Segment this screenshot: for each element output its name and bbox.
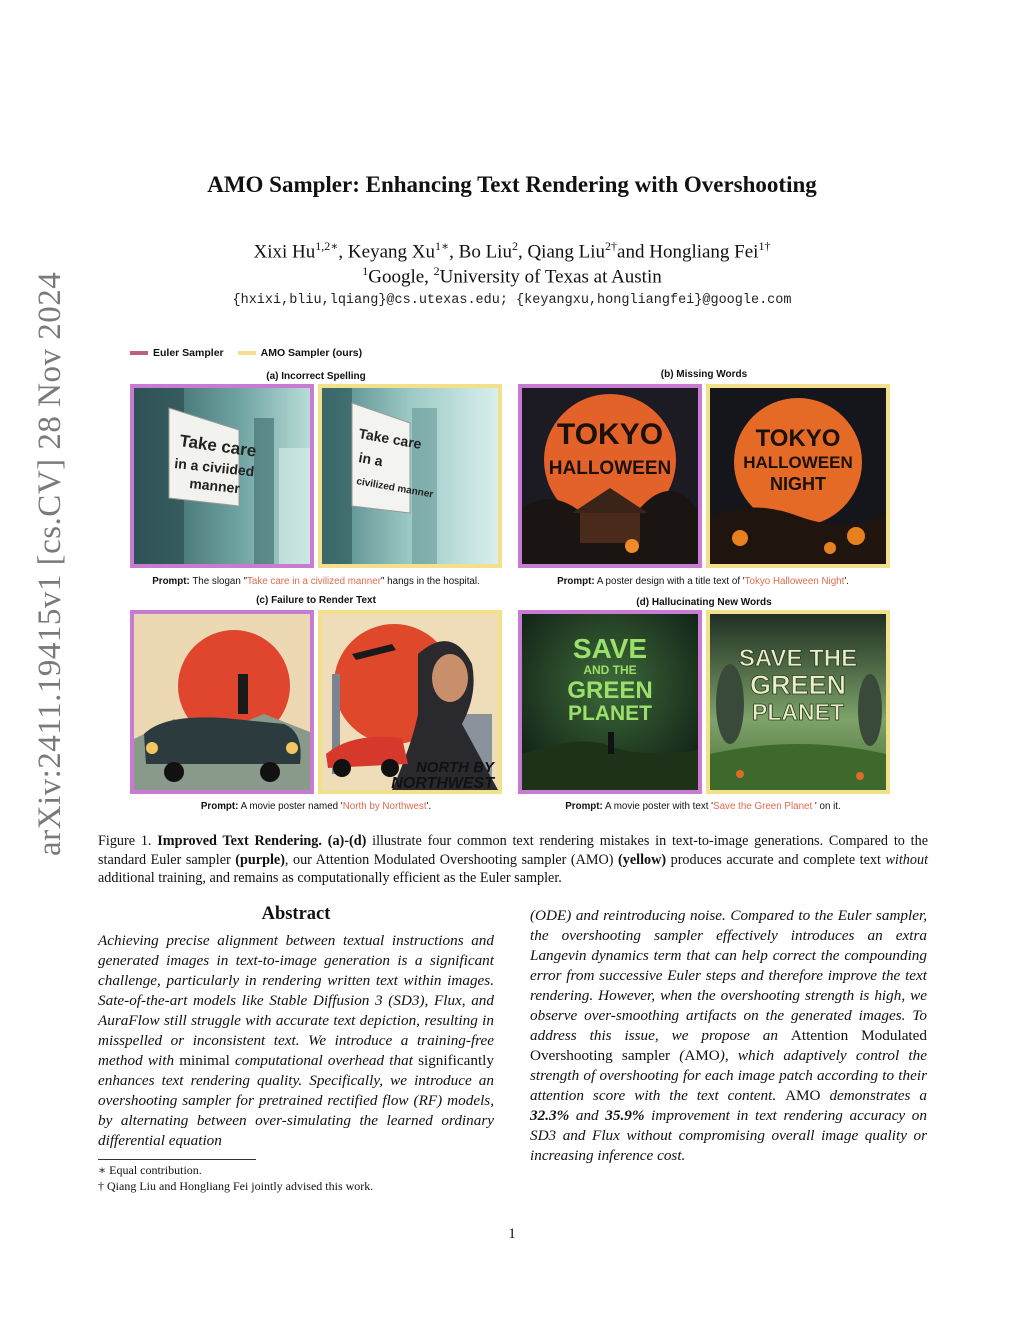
- abstract-right-column: [530, 906, 927, 1166]
- caption-emphasis: without: [885, 851, 929, 868]
- author-name: Hongliang Fei: [649, 241, 759, 263]
- legend-swatch: [130, 351, 148, 355]
- prompt-text: '.: [844, 576, 849, 587]
- abstract-heading: Abstract: [261, 904, 331, 924]
- poster-title-text: GREEN: [567, 677, 653, 704]
- caption-label: Figure 1.: [98, 833, 152, 849]
- author-emails: {hxixi,bliu,lqiang}@cs.utexas.edu; {keyangxu,hongliangfei}@google.com: [232, 293, 792, 308]
- affiliation-name: Google: [368, 266, 425, 288]
- poster-title-text: NORTH BY: [415, 759, 494, 776]
- abstract-upright: minimal: [179, 1052, 230, 1069]
- sign-text: civilized manner: [355, 476, 435, 501]
- poster-title-text: SAVE: [572, 633, 648, 664]
- figure-caption: [98, 832, 928, 888]
- sign-text: in a: [357, 449, 385, 470]
- legend-label: AMO Sampler (ours): [260, 347, 363, 359]
- prompt-text: A movie poster named ': [240, 801, 343, 812]
- sign-text: in a civiided: [173, 455, 256, 480]
- abstract-text: ), which adaptively control the strength of overshooting for each image patch according to their attention score with the text content.: [530, 1047, 927, 1104]
- abstract-left-column: [98, 931, 494, 1151]
- panel-c-euler-image: [130, 610, 314, 794]
- movie-poster-image: [134, 614, 310, 790]
- prompt-label: Prompt:: [565, 801, 603, 812]
- author-name: Keyang Xu: [347, 241, 435, 263]
- abstract-text: demonstrates a: [820, 1087, 927, 1104]
- sign-text: Take care: [178, 431, 258, 461]
- prompt-text: A movie poster with text ': [605, 801, 714, 812]
- poster-title-text: NIGHT: [770, 474, 826, 494]
- footnote-mark: ∗: [98, 1163, 107, 1177]
- abstract-upright: AMO: [785, 1087, 821, 1104]
- caption-text: , our Attention Modulated Overshooting sampler (AMO): [284, 851, 619, 868]
- prompt-a: [116, 576, 516, 587]
- poster-title-text: HALLOWEEN: [743, 453, 853, 472]
- affiliation-mark: 2: [433, 264, 440, 278]
- abstract-text: improvement in text rendering accuracy on SD3 and Flux without compromising overall image quality or increasing inference cost.: [530, 1107, 927, 1164]
- caption-text: illustrate four common text rendering mistakes in text-to-image generations. Compared to the standard Euler sampler: [98, 833, 928, 868]
- caption-purple: (purple): [235, 851, 285, 868]
- panel-d-amo-image: [706, 610, 890, 794]
- separator: ,: [517, 241, 528, 263]
- poster-title-text: AND THE: [583, 663, 637, 677]
- footnote-text: Qiang Liu and Hongliang Fei jointly advised this work.: [107, 1179, 374, 1193]
- panel-a-euler-image: [130, 384, 314, 568]
- footnote-advised: [98, 1179, 373, 1194]
- prompt-text: ' on it.: [812, 801, 841, 812]
- green-planet-poster-image: [522, 614, 698, 790]
- separator: and: [617, 241, 650, 263]
- poster-title-text: HALLOWEEN: [548, 458, 672, 479]
- author-mark: 2†: [605, 239, 618, 253]
- caption-text: additional training, and remains as computationally efficient as the Euler sampler.: [98, 870, 562, 886]
- prompt-highlight: Take care in a civilized manner: [247, 576, 381, 587]
- prompt-label: Prompt:: [557, 576, 595, 587]
- panel-title-b: (b) Missing Words: [660, 369, 748, 380]
- prompt-b: [503, 576, 903, 587]
- poster-title-text: NORTHWEST: [391, 775, 494, 790]
- affiliation-mark: 1: [362, 264, 369, 278]
- prompt-text: '.: [426, 801, 432, 812]
- poster-title-text: TOKYO: [755, 425, 841, 452]
- author-mark: 1∗: [434, 239, 450, 253]
- caption-ref: (a)-(d): [327, 833, 367, 849]
- prompt-highlight: North by Northwest: [342, 801, 427, 812]
- panel-title-c: (c) Failure to Render Text: [256, 595, 376, 606]
- affiliations: $^1$Google, $^2$University of Texas at Austin: [362, 264, 662, 288]
- prompt-highlight: Save the Green Planet: [713, 801, 813, 812]
- author-name: Xixi Hu: [253, 241, 316, 263]
- prompt-d: [503, 801, 903, 812]
- separator: ,: [338, 241, 348, 263]
- panel-title-d: (d) Hallucinating New Words: [636, 597, 772, 608]
- prompt-label: Prompt:: [200, 801, 239, 812]
- panel-d-euler-image: [518, 610, 702, 794]
- panel-c-amo-image: [318, 610, 502, 794]
- poster-title-text: GREEN: [749, 670, 847, 700]
- prompt-text: A poster design with a title text of ': [596, 576, 745, 587]
- panel-a-amo-image: [318, 384, 502, 568]
- legend-entry-euler: [130, 347, 224, 359]
- abstract-upright: significantly: [418, 1052, 495, 1069]
- prompt-text: " hangs in the hospital.: [380, 576, 480, 587]
- affiliation-name: University of Texas at Austin: [439, 266, 662, 288]
- legend-label: Euler Sampler: [153, 347, 224, 359]
- panel-title-a: (a) Incorrect Spelling: [266, 371, 366, 382]
- paper-title: AMO Sampler: Enhancing Text Rendering with Overshooting: [207, 172, 817, 197]
- abstract-text: and: [569, 1107, 606, 1124]
- poster-title-text: TOKYO: [556, 418, 664, 451]
- abstract-text: Achieving precise alignment between textual instructions and generated images in text-to-image generation is a significant challenge, particularly in rendering written text within images. Sate-of-the-art models like Stable Diffusion 3 (SD3), Flux, and AuraFlow still struggle with accurate text depiction, resulting in misspelled or inconsistent text. We introduce a training-free method with: [98, 932, 494, 1069]
- arxiv-stamp: arXiv:2411.19415v1 [cs.CV] 28 Nov 2024: [32, 271, 68, 856]
- abstract-value: 32.3%: [530, 1107, 570, 1124]
- caption-text: produces accurate and complete text: [666, 851, 886, 868]
- footnote-text: Equal contribution.: [109, 1163, 202, 1177]
- sign-text: manner: [188, 475, 241, 497]
- author-mark: 1†: [758, 239, 771, 253]
- legend-swatch: [238, 351, 256, 355]
- abstract-text: enhances text rendering quality. Specifically, we introduce an overshooting sampler for pretrained rectified flow (RF) models, by alternating between over-simulating the learned ordinary differential equation: [98, 1072, 494, 1149]
- sign-text: Take care: [357, 425, 423, 452]
- panel-b-amo-image: [706, 384, 890, 568]
- abstract-text: (: [670, 1047, 685, 1064]
- panel-b-euler-image: [518, 384, 702, 568]
- halloween-poster-image: [522, 388, 698, 564]
- abstract-text: (ODE) and reintroducing noise. Compared to the Euler sampler, the overshooting sampler effectively introduces an extra Langevin dynamics term that can help correct the compounding error from successive Euler steps and therefore improve the text rendering. However, when the overshooting strength is high, we observe over-smoothing artifacts on the generated images. To address this issue, we propose an: [530, 907, 927, 1044]
- prompt-label: Prompt:: [152, 576, 190, 587]
- prompt-text: The slogan ": [192, 576, 248, 587]
- halloween-poster-image: [710, 388, 886, 564]
- figure-legend: [130, 347, 362, 359]
- green-planet-poster-image: [710, 614, 886, 790]
- footnote-mark: †: [98, 1179, 104, 1193]
- legend-entry-amo: [238, 347, 363, 359]
- prompt-highlight: Tokyo Halloween Night: [744, 576, 845, 587]
- author-mark: 2: [511, 239, 518, 253]
- caption-yellow: (yellow): [618, 851, 667, 868]
- abstract-text: computational overhead that: [229, 1052, 419, 1069]
- footnote-equal-contribution: [98, 1163, 202, 1178]
- separator: ,: [449, 241, 459, 263]
- abstract-value: 35.9%: [605, 1107, 645, 1124]
- movie-poster-image: [322, 614, 498, 790]
- hospital-corridor-image: [134, 388, 310, 564]
- page-number: 1: [508, 1226, 516, 1242]
- poster-title-text: PLANET: [568, 702, 652, 725]
- poster-title-text: PLANET: [752, 699, 844, 725]
- author-name: Bo Liu: [458, 241, 512, 263]
- abstract-upright: Attention Modulated Overshooting sampler: [530, 1027, 927, 1064]
- author-mark: 1,2∗: [315, 239, 339, 253]
- abstract-upright: AMO: [684, 1047, 720, 1064]
- author-name: Qiang Liu: [527, 241, 606, 263]
- hospital-corridor-image: [322, 388, 498, 564]
- caption-title: Improved Text Rendering.: [157, 833, 322, 849]
- poster-title-text: SAVE THE: [738, 645, 858, 672]
- footnote-rule: [98, 1159, 256, 1160]
- prompt-c: [116, 801, 516, 812]
- author-list: [0, 239, 1024, 263]
